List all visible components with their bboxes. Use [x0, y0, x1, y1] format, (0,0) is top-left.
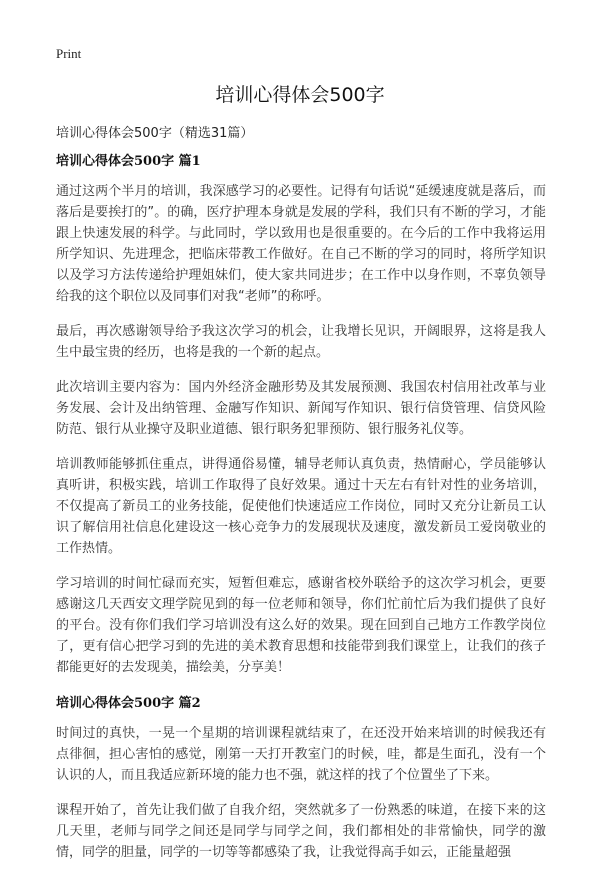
section-2 [56, 692, 546, 863]
page-title: 培训心得体会500字 [215, 84, 385, 106]
article-body [56, 150, 546, 877]
document-subtitle: 培训心得体会500字（精选31篇） [56, 126, 254, 141]
paragraph: 时间过的真快，一晃一个星期的培训课程就结束了，在还没开始来培训的时候我还有点徘徊，担心害怕的感觉，刚第一天打开教室门的时候，哇，都是生面孔，没有一个认识的人，而且我适应新环境的能力也不强，就这样的找了个位置坐了下来。 [56, 726, 546, 783]
print-link[interactable]: Print [56, 46, 82, 61]
section-1 [56, 150, 546, 678]
paragraph: 培训教师能够抓住重点，讲得通俗易懂，辅导老师认真负责，热情耐心，学员能够认真听讲，积极实践，培训工作取得了良好效果。通过十天左右有针对性的业务培训，不仅提高了新员工的业务技能，促使他们快速适应工作岗位，同时又充分让新员工认识了解信用社信息化建设这一核心竞争力的发展现状及速度，激发新员工爱岗敬业的工作热情。 [56, 457, 546, 556]
paragraph: 学习培训的时间忙碌而充实，短暂但难忘，感谢省校外联给予的这次学习机会，更要感谢这几天西安文理学院见到的每一位老师和领导，你们忙前忙后为我们提供了良好的平台。没有你们我们学习培训没有这么好的效果。现在回到自己地方工作教学岗位了，更有信心把学习到的先进的美术教育思想和技能带到我们课堂上，让我们的孩子都能更好的去发现美，描绘美，分享美！ [56, 576, 546, 675]
paragraph: 最后，再次感谢领导给予我这次学习的机会，让我增长见识，开阔眼界，这将是我人生中最宝贵的经历，也将是我的一个新的起点。 [56, 324, 546, 360]
section-heading: 培训心得体会500字 篇2 [56, 696, 201, 711]
paragraph: 此次培训主要内容为：国内外经济金融形势及其发展预测、我国农村信用社改革与业务发展、会计及出纳管理、金融写作知识、新闻写作知识、银行信贷管理、信贷风险防范、银行从业操守及职业道德、银行职务犯罪预防、银行服务礼仪等。 [56, 380, 546, 437]
section-heading: 培训心得体会500字 篇1 [56, 154, 201, 169]
paragraph: 通过这两个半月的培训，我深感学习的必要性。记得有句话说“延缓速度就是落后，而落后是要挨打的”。的确，医疗护理本身就是发展的学科，我们只有不断的学习，才能跟上快速发展的科学。与此同时，学以致用也是很重要的。在今后的工作中我将运用所学知识、先进理念，把临床带教工作做好。在自己不断的学习的同时，将所学知识以及学习方法传递给护理姐妹们，使大家共同进步；在工作中以身作则，不辜负领导给我的这个职位以及同事们对我“老师”的称呼。 [56, 184, 546, 304]
paragraph: 课程开始了，首先让我们做了自我介绍，突然就多了一份熟悉的味道，在接下来的这几天里，老师与同学之间还是同学与同学之间，我们都相处的非常愉快，同学的激情，同学的胆量，同学的一切等等都感染了我，让我觉得高手如云，正能量超强 [56, 803, 546, 860]
